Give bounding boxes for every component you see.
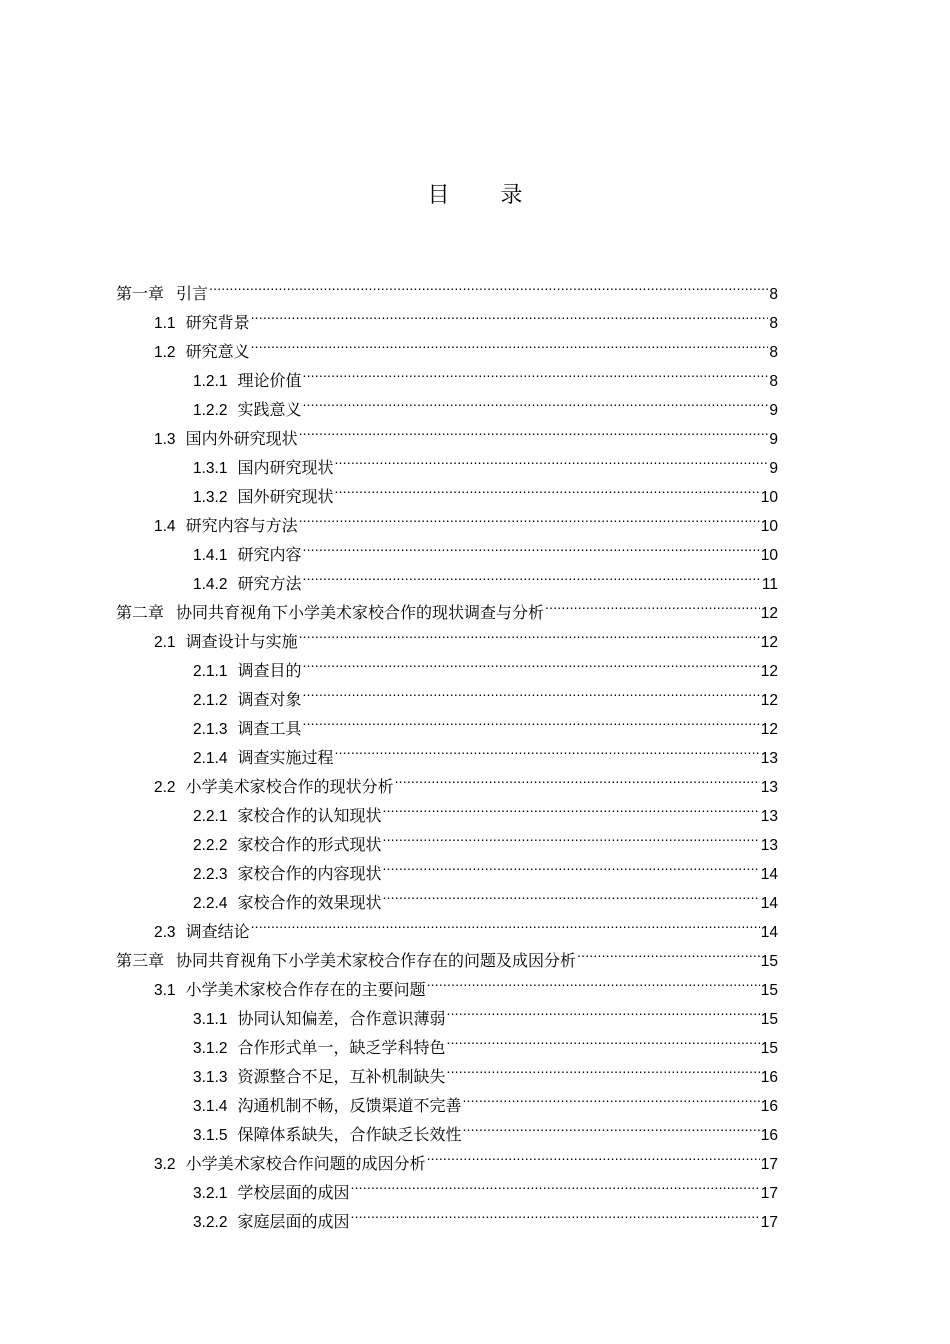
toc-entry-title: 家校合作的内容现状 [237, 864, 382, 883]
toc-entry-number: 1.4.1 [193, 547, 228, 564]
dot-leader [351, 1169, 760, 1198]
toc-entry-page-number: 10 [760, 547, 778, 564]
toc-entry-page-number: 8 [769, 315, 778, 332]
dot-leader [303, 560, 761, 589]
toc-entry-page-number: 12 [760, 605, 778, 622]
toc-entry-page-number: 10 [760, 518, 778, 535]
toc-entry-number: 1.2.1 [193, 373, 228, 390]
toc-entry-title: 协同共育视角下小学美术家校合作存在的问题及成因分析 [176, 951, 577, 970]
dot-leader [577, 937, 760, 966]
toc-entry-page-number: 14 [760, 924, 778, 941]
toc-entry-page-number: 15 [760, 982, 778, 999]
toc-entry-page-number: 8 [769, 286, 778, 303]
dot-leader [335, 734, 760, 763]
dot-leader [351, 1198, 760, 1227]
toc-entry-title: 国内研究现状 [237, 458, 334, 477]
toc-list [116, 270, 778, 1231]
toc-entry-number: 2.2 [154, 779, 176, 796]
toc-entry-title: 调查结论 [185, 922, 250, 941]
toc-entry-page-number: 16 [760, 1069, 778, 1086]
toc-entry-number: 3.2 [154, 1156, 176, 1173]
toc-entry-page-number: 13 [760, 808, 778, 825]
toc-entry-page-number: 8 [769, 344, 778, 361]
toc-entry-title: 家校合作的形式现状 [237, 835, 382, 854]
dot-leader [463, 1082, 760, 1111]
toc-entry-number: 1.4 [154, 518, 176, 535]
toc-entry-number: 3.1 [154, 982, 176, 999]
dot-leader [303, 386, 769, 415]
toc-entry[interactable] [116, 270, 778, 303]
dot-leader [299, 415, 769, 444]
toc-entry-number: 3.1.1 [193, 1011, 228, 1028]
dot-leader [545, 589, 760, 618]
toc-entry-number: 2.1 [154, 634, 176, 651]
toc-entry-title: 协同认知偏差，合作意识薄弱 [237, 1009, 446, 1028]
toc-entry-number: 2.2.2 [193, 837, 228, 854]
toc-entry-number: 3.1.2 [193, 1040, 228, 1057]
toc-title: 目 录 [427, 183, 545, 208]
toc-entry-title: 调查工具 [237, 719, 302, 738]
toc-entry[interactable] [116, 299, 778, 332]
toc-entry-page-number: 13 [760, 779, 778, 796]
toc-entry-page-number: 17 [760, 1156, 778, 1173]
toc-entry-page-number: 13 [760, 750, 778, 767]
toc-entry-number: 2.2.4 [193, 895, 228, 912]
toc-entry-number: 第一章 [116, 284, 165, 303]
toc-entry-page-number: 13 [760, 837, 778, 854]
dot-leader [383, 879, 760, 908]
toc-entry-number: 3.2.2 [193, 1214, 228, 1231]
toc-entry-number: 3.1.4 [193, 1098, 228, 1115]
toc-entry-page-number: 9 [769, 460, 778, 477]
toc-entry-number: 2.1.1 [193, 663, 228, 680]
toc-entry-title: 小学美术家校合作的现状分析 [185, 777, 394, 796]
toc-entry-title: 实践意义 [237, 400, 302, 419]
toc-entry-page-number: 12 [760, 634, 778, 651]
dot-leader [383, 792, 760, 821]
toc-entry-page-number: 14 [760, 895, 778, 912]
toc-entry-page-number: 12 [760, 663, 778, 680]
dot-leader [447, 1024, 760, 1053]
toc-entry-page-number: 12 [760, 721, 778, 738]
dot-leader [251, 328, 769, 357]
dot-leader [335, 444, 769, 473]
dot-leader [395, 763, 760, 792]
toc-entry-title: 学校层面的成因 [237, 1183, 350, 1202]
dot-leader [303, 647, 760, 676]
dot-leader [303, 531, 760, 560]
toc-entry-title: 研究背景 [185, 313, 250, 332]
toc-entry-number: 1.3.1 [193, 460, 228, 477]
toc-entry-number: 2.3 [154, 924, 176, 941]
toc-entry-title: 资源整合不足，互补机制缺失 [237, 1067, 446, 1086]
toc-entry-title: 沟通机制不畅，反馈渠道不完善 [237, 1096, 462, 1115]
dot-leader [303, 676, 760, 705]
dot-leader [299, 502, 760, 531]
toc-entry-title: 调查设计与实施 [185, 632, 298, 651]
toc-entry-title: 理论价值 [237, 371, 302, 390]
dot-leader [447, 995, 760, 1024]
toc-entry-number: 第三章 [116, 951, 165, 970]
toc-entry-number: 2.1.2 [193, 692, 228, 709]
toc-entry-page-number: 16 [760, 1127, 778, 1144]
dot-leader [383, 821, 760, 850]
toc-entry-title: 研究意义 [185, 342, 250, 361]
toc-entry-page-number: 16 [760, 1098, 778, 1115]
toc-entry-number: 1.1 [154, 315, 176, 332]
dot-leader [299, 618, 760, 647]
toc-entry-number: 2.2.1 [193, 808, 228, 825]
toc-entry-title: 小学美术家校合作存在的主要问题 [185, 980, 426, 999]
toc-entry-page-number: 12 [760, 692, 778, 709]
toc-entry-page-number: 9 [769, 431, 778, 448]
toc-entry-title: 小学美术家校合作问题的成因分析 [185, 1154, 426, 1173]
toc-entry-page-number: 9 [769, 402, 778, 419]
toc-entry-page-number: 17 [760, 1185, 778, 1202]
toc-entry-title: 国内外研究现状 [185, 429, 298, 448]
dot-leader [383, 850, 760, 879]
dot-leader [427, 966, 760, 995]
toc-entry-title: 研究方法 [237, 574, 302, 593]
toc-entry-number: 3.1.3 [193, 1069, 228, 1086]
toc-entry-page-number: 10 [760, 489, 778, 506]
toc-entry-page-number: 15 [760, 1011, 778, 1028]
toc-entry-title: 调查实施过程 [237, 748, 334, 767]
toc-entry-page-number: 8 [769, 373, 778, 390]
toc-entry-title: 调查对象 [237, 690, 302, 709]
toc-entry-title: 保障体系缺失，合作缺乏长效性 [237, 1125, 462, 1144]
toc-entry-number: 2.1.3 [193, 721, 228, 738]
toc-entry-title: 研究内容与方法 [185, 516, 298, 535]
toc-entry-title: 研究内容 [237, 545, 302, 564]
toc-entry-number: 1.2 [154, 344, 176, 361]
toc-entry-page-number: 15 [760, 953, 778, 970]
toc-entry-number: 1.4.2 [193, 576, 228, 593]
toc-entry-number: 1.3 [154, 431, 176, 448]
dot-leader [447, 1053, 760, 1082]
toc-entry-number: 3.2.1 [193, 1185, 228, 1202]
toc-entry-title: 合作形式单一，缺乏学科特色 [237, 1038, 446, 1057]
toc-entry-page-number: 11 [761, 576, 778, 593]
toc-entry-title: 国外研究现状 [237, 487, 334, 506]
toc-entry-title: 引言 [176, 284, 209, 303]
dot-leader [427, 1140, 760, 1169]
toc-entry-page-number: 14 [760, 866, 778, 883]
toc-entry-title: 协同共育视角下小学美术家校合作的现状调查与分析 [176, 603, 545, 622]
toc-entry-number: 3.1.5 [193, 1127, 228, 1144]
dot-leader [303, 705, 760, 734]
toc-entry-number: 第二章 [116, 603, 165, 622]
toc-entry-number: 1.3.2 [193, 489, 228, 506]
dot-leader [303, 357, 769, 386]
dot-leader [209, 270, 768, 299]
dot-leader [251, 908, 760, 937]
toc-entry-title: 调查目的 [237, 661, 302, 680]
toc-entry-number: 2.1.4 [193, 750, 228, 767]
dot-leader [335, 473, 760, 502]
toc-entry-title: 家校合作的效果现状 [237, 893, 382, 912]
dot-leader [463, 1111, 760, 1140]
toc-entry-title: 家校合作的认知现状 [237, 806, 382, 825]
toc-entry-number: 1.2.2 [193, 402, 228, 419]
toc-entry-page-number: 15 [760, 1040, 778, 1057]
dot-leader [251, 299, 769, 328]
toc-entry-title: 家庭层面的成因 [237, 1212, 350, 1231]
toc-entry-page-number: 17 [760, 1214, 778, 1231]
toc-entry-number: 2.2.3 [193, 866, 228, 883]
